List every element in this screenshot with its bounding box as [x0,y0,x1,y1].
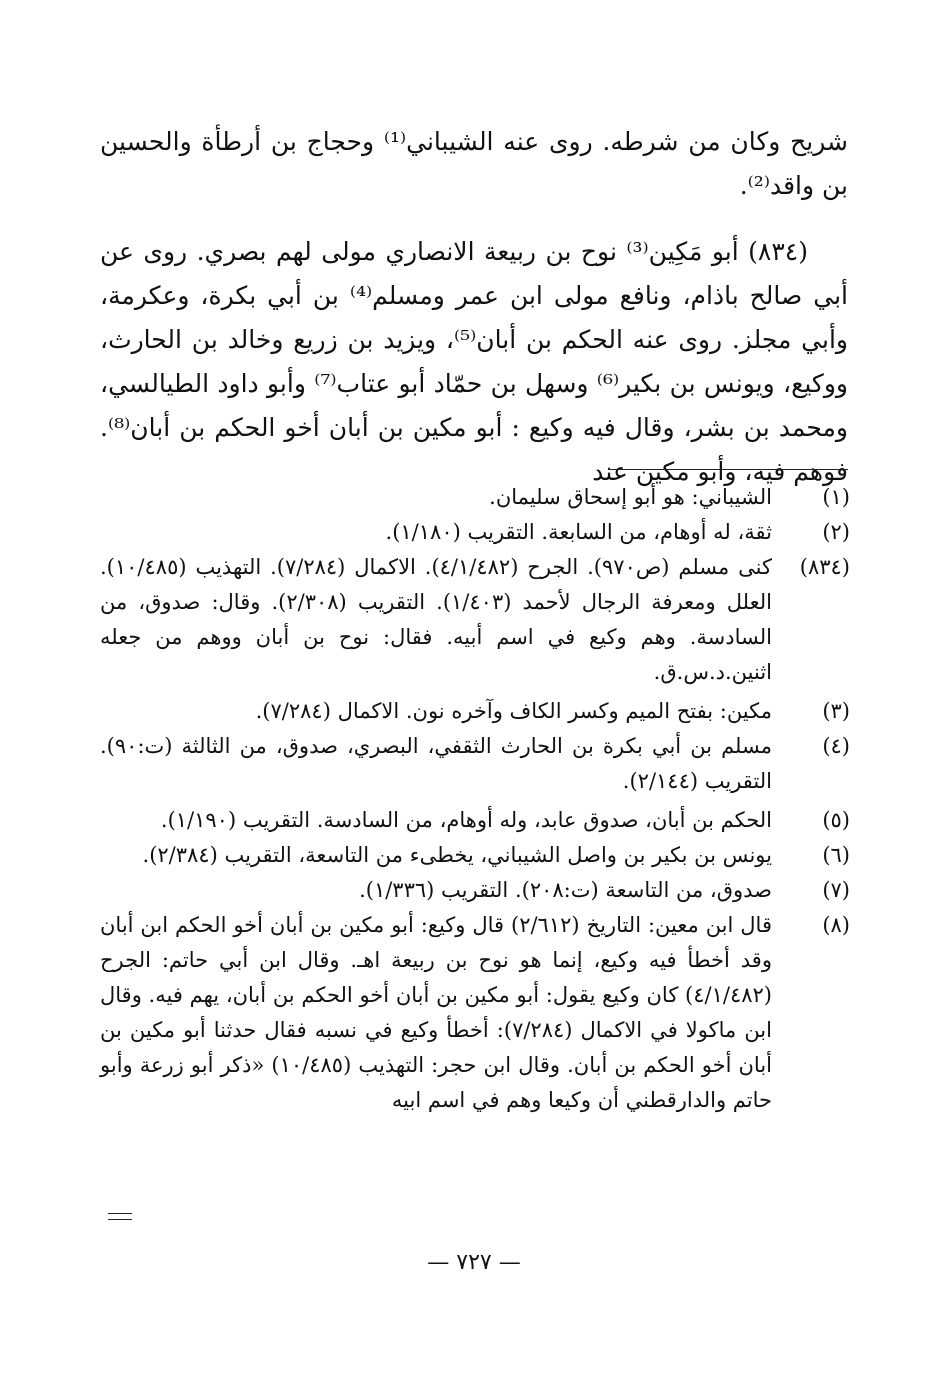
main-text [100,120,848,494]
footnotes [100,480,850,1118]
footnote-text: قال ابن معين: التاريخ (٢/٦١٢) قال وكيع: أبو مكين بن أبان أخو الحكم ابن أبان وقد أخطأ فيه وكيع، إنما هو نوح بن ربيعة اهـ. وقال ابن أبي حاتم: الجرح (٤/١/٤٨٢) كان وكيع يقول: أبو مكين بن أبان أخو الحكم بن أبان، يهم فيه. وقال ابن ماكولا في الاكمال (٧/٢٨٤): أخطأ وكيع في نسبه فقال حدثنا أبو مكين بن أبان أخو الحكم بن أبان. وقال ابن حجر: التهذيب (١٠/٤٨٥) «ذكر أبو زرعة وأبو حاتم والدارقطني أن وكيعا وهم في اسم ابيه [100,913,772,1112]
footnote-2 [100,515,850,550]
footnote-1 [100,480,850,515]
main-paragraph-2: (٨٣٤) أبو مَكِين⁽³⁾ نوح بن ربيعة الانصاري مولى لهم بصري. روى عن أبي صالح باذام، ونافع مولى ابن عمر ومسلم⁽⁴⁾ بن أبي بكرة، وعكرمة، وأبي مجلز. روى عنه الحكم بن أبان⁽⁵⁾، ويزيد بن زريع وخالد بن الحارث، ووكيع، ويونس بن بكير⁽⁶⁾ وسهل بن حمّاد أبو عتاب⁽⁷⁾ وأبو داود الطيالسي، ومحمد بن بشر، وقال فيه وكيع : أبو مكين بن أبان أخو الحكم بن أبان⁽⁸⁾. فوهم فيه، وأبو مكين عند [100,237,848,486]
footnote-text: الحكم بن أبان، صدوق عابد، وله أوهام، من السادسة. التقريب (١/١٩٠). [160,808,772,832]
footnote-number: (٧) [822,878,850,902]
footnote-text: كنى مسلم (ص٩٧٠). الجرح (٤/١/٤٨٢). الاكمال (٧/٢٨٤). التهذيب (١٠/٤٨٥). العلل ومعرفة الرجال لأحمد (١/٤٠٣). التقريب (٢/٣٠٨). وقال: صدوق، من السادسة. وهم وكيع في اسم أبيه. فقال: نوح بن أبان ووهم من جعله اثنين.د.س.ق. [100,555,772,684]
footnote-6 [100,838,850,873]
continuation-mark [108,1213,132,1220]
footnote-text: يونس بن بكير بن واصل الشيباني، يخطىء من التاسعة، التقريب (٢/٣٨٤). [142,843,772,867]
footnote-number: (٨٣٤) [799,555,850,579]
footnote-4 [100,729,850,799]
footnote-text: مكين: بفتح الميم وكسر الكاف وآخره نون. الاكمال (٧/٢٨٤). [255,699,772,723]
footnote-7 [100,873,850,908]
footnote-number: (٦) [822,843,850,867]
footnote-834 [100,550,850,690]
footnote-text: صدوق، من التاسعة (ت:٢٠٨). التقريب (١/٣٣٦). [359,878,772,902]
footnote-text: مسلم بن أبي بكرة بن الحارث الثقفي، البصري، صدوق، من الثالثة (ت:٩٠). التقريب (٢/١٤٤). [100,734,772,793]
footnote-divider [608,469,848,470]
footnote-text: الشيباني: هو أبو إسحاق سليمان. [489,485,772,509]
main-paragraph-1: شريح وكان من شرطه. روى عنه الشيباني⁽¹⁾ وحجاج بن أرطأة والحسين بن واقد⁽²⁾. [100,127,848,200]
footnote-number: (٥) [822,808,850,832]
footnote-number: (١) [822,485,850,509]
footnote-number: (٣) [822,699,850,723]
footnote-number: (٨) [822,913,850,937]
footnote-5 [100,803,850,838]
footnote-3 [100,694,850,729]
footnote-8 [100,908,850,1118]
footnote-number: (٤) [822,734,850,758]
page-number: — ٧٢٧ — [427,1250,521,1275]
footnote-text: ثقة، له أوهام، من السابعة. التقريب (١/١٨٠). [385,520,772,544]
footnote-number: (٢) [822,520,850,544]
